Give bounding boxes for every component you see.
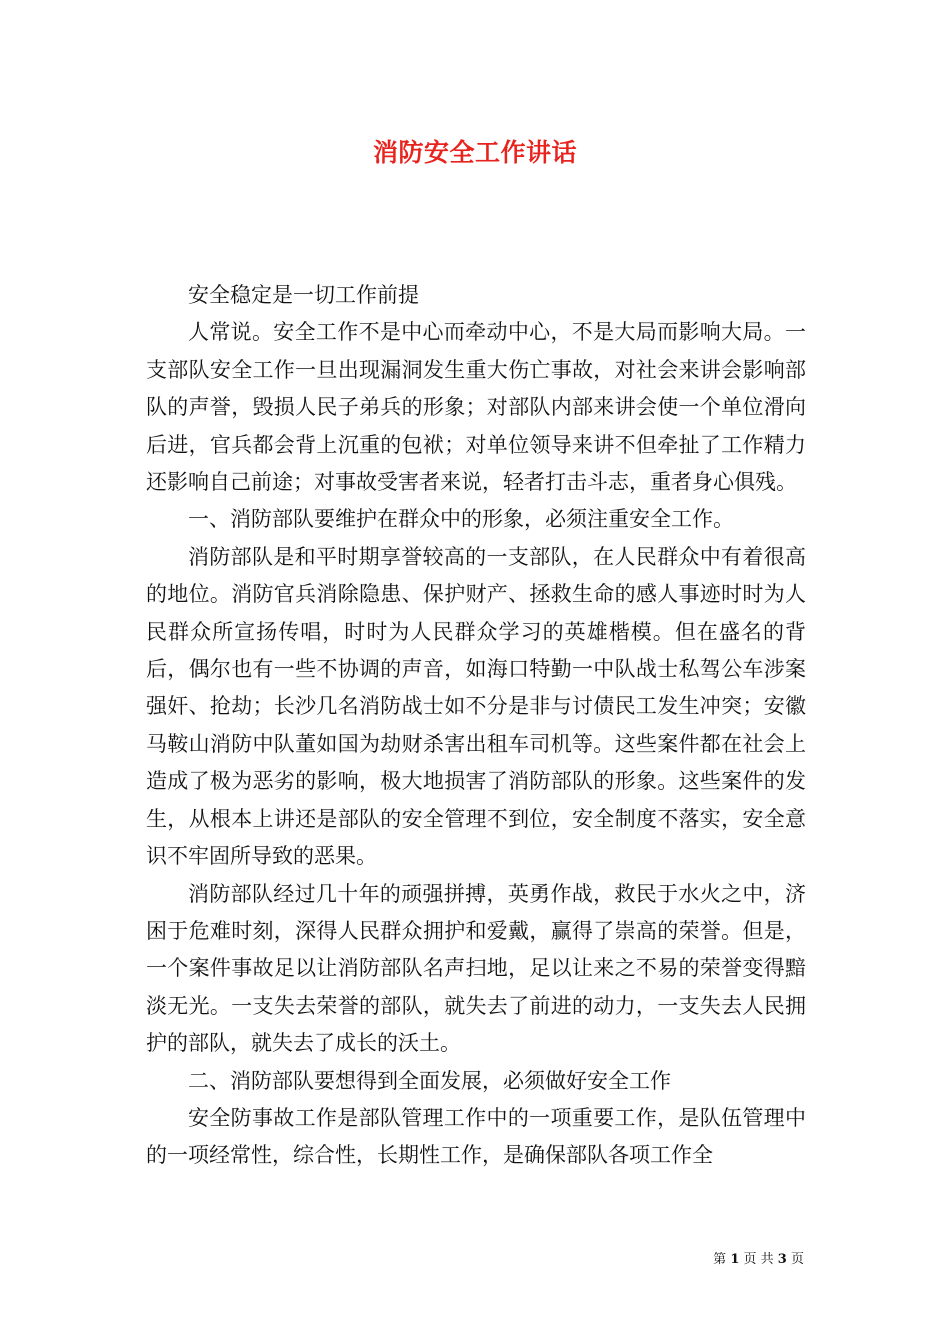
- page-footer: [713, 1248, 804, 1267]
- section-heading-2: 二、消防部队要想得到全面发展，必须做好安全工作: [188, 1068, 671, 1093]
- footer-suffix: 页: [790, 1252, 804, 1267]
- document-title: 消防安全工作讲话: [372, 138, 577, 167]
- footer-prefix: 第: [713, 1252, 727, 1267]
- paragraph-body-3: 安全防事故工作是部队管理工作中的一项重要工作，是队伍管理中的一项经常性，综合性，长期性工作，是确保部队各项工作全: [146, 1105, 806, 1168]
- footer-middle: 页 共: [743, 1252, 774, 1267]
- paragraph-heading-safety: 安全稳定是一切工作前提: [188, 283, 419, 307]
- total-pages-number: 3: [777, 1252, 787, 1267]
- current-page-number: 1: [730, 1252, 740, 1267]
- section-heading-1: 一、消防部队要维护在群众中的形象，必须注重安全工作。: [188, 507, 734, 532]
- paragraph-intro: 人常说。安全工作不是中心而牵动中心，不是大局而影响大局。一支部队安全工作一旦出现漏洞发生重大伤亡事故，对社会来讲会影响部队的声誉，毁损人民子弟兵的形象；对部队内部来讲会使一个单位滑向后进，官兵都会背上沉重的包袱；对单位领导来讲不但牵扯了工作精力还影响自己前途；对事故受害者来说，轻者打击斗志，重者身心俱残。: [146, 320, 806, 495]
- paragraph-body-2: 消防部队经过几十年的顽强拼搏，英勇作战，救民于水火之中，济困于危难时刻，深得人民群众拥护和爱戴，赢得了崇高的荣誉。但是，一个案件事故足以让消防部队名声扫地，足以让来之不易的荣誉变得黯淡无光。一支失去荣誉的部队，就失去了前进的动力，一支失去人民拥护的部队，就失去了成长的沃土。: [146, 881, 806, 1056]
- document-body: [146, 277, 806, 1175]
- paragraph-body-1: 消防部队是和平时期享誉较高的一支部队，在人民群众中有着很高的地位。消防官兵消除隐患、保护财产、拯救生命的感人事迹时时为人民群众所宣扬传唱，时时为人民群众学习的英雄楷模。但在盛名的背后，偶尔也有一些不协调的声音，如海口特勤一中队战士私驾公车涉案强奸、抢劫；长沙几名消防战士如不分是非与讨债民工发生冲突；安徽马鞍山消防中队董如国为劫财杀害出租车司机等。这些案件都在社会上造成了极为恶劣的影响，极大地损害了消防部队的形象。这些案件的发生，从根本上讲还是部队的安全管理不到位，安全制度不落实，安全意识不牢固所导致的恶果。: [146, 544, 806, 869]
